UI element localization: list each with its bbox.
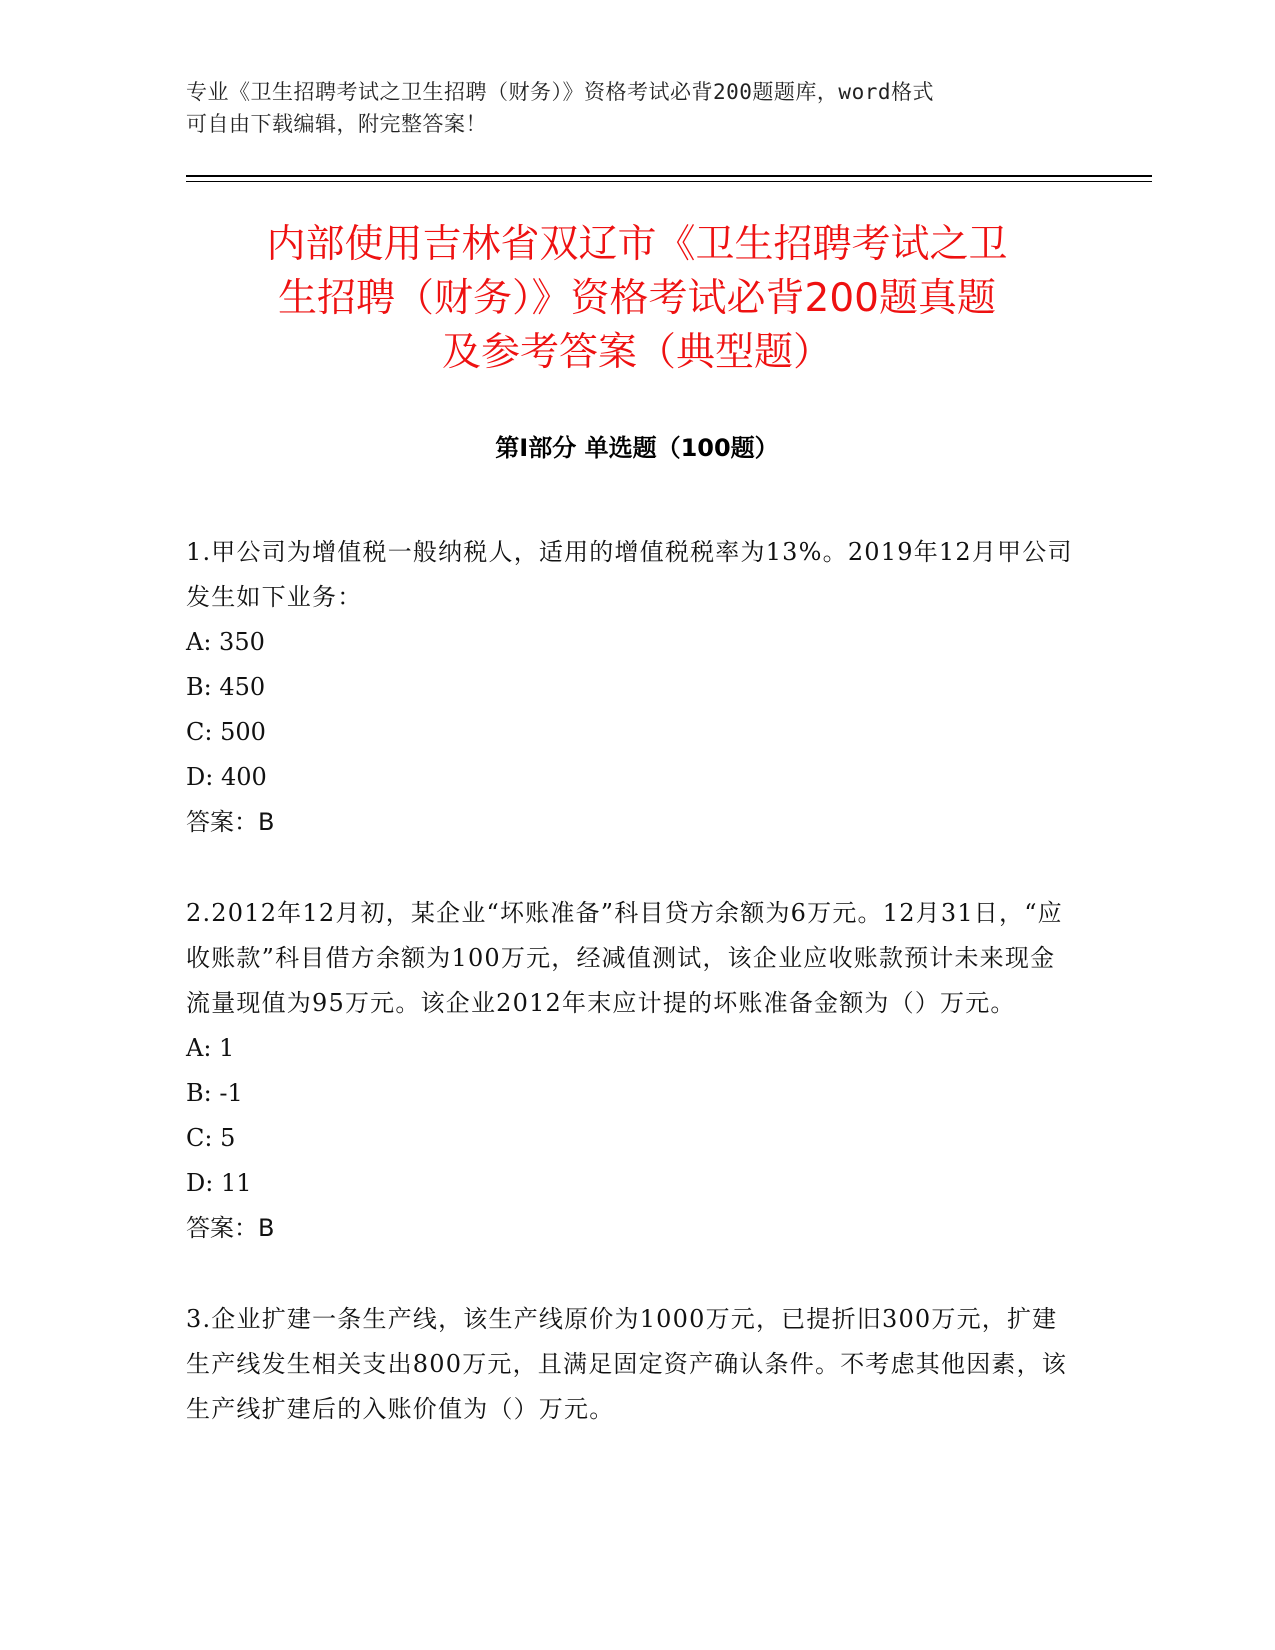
document-title-line-3: 及参考答案（典型题） [441, 330, 832, 375]
question-stem: 3.企业扩建一条生产线，该生产线原价为1000万元，已提折旧300万元，扩建生产线发生相关支出800万元，且满足固定资产确认条件。不考虑其他因素，该生产线扩建后的入账价值为（）万元。 [186, 1305, 1068, 1423]
question-3 [186, 1297, 1076, 1432]
option-c: C: 500 [186, 718, 266, 746]
option-d: D: 11 [186, 1169, 252, 1197]
header-note [186, 76, 1066, 140]
header-note-line-1: 专业《卫生招聘考试之卫生招聘（财务）》资格考试必背200题题库，word格式 [186, 80, 934, 104]
answer: 答案：B [186, 808, 275, 836]
document-title-line-1: 内部使用吉林省双辽市《卫生招聘考试之卫 [266, 222, 1008, 267]
option-a: A: 350 [186, 628, 265, 656]
section-title: 第Ⅰ部分 单选题（100题） [495, 434, 779, 462]
question-list [186, 530, 1076, 1478]
option-d: D: 400 [186, 763, 267, 791]
question-stem: 1.甲公司为增值税一般纳税人，适用的增值税税率为13%。2019年12月甲公司发生如下业务： [186, 538, 1073, 611]
header-note-line-2: 可自由下载编辑，附完整答案！ [186, 112, 487, 136]
document-title [186, 218, 1088, 380]
question-stem: 2.2012年12月初，某企业“坏账准备”科目贷方余额为6万元。12月31日，“应收账款”科目借方余额为100万元，经减值测试，该企业应收账款预计未来现金流量现值为95万元。该企业2012年末应计提的坏账准备金额为（）万元。 [186, 899, 1063, 1017]
question-1 [186, 530, 1076, 845]
option-a: A: 1 [186, 1034, 235, 1062]
header-rule-thick [186, 175, 1152, 177]
option-b: B: -1 [186, 1079, 243, 1107]
header-rule-thin [186, 181, 1152, 182]
question-2 [186, 891, 1076, 1251]
option-c: C: 5 [186, 1124, 236, 1152]
answer: 答案：B [186, 1214, 275, 1242]
document-title-line-2: 生招聘（财务）》资格考试必背200题真题 [278, 276, 996, 321]
option-b: B: 450 [186, 673, 266, 701]
